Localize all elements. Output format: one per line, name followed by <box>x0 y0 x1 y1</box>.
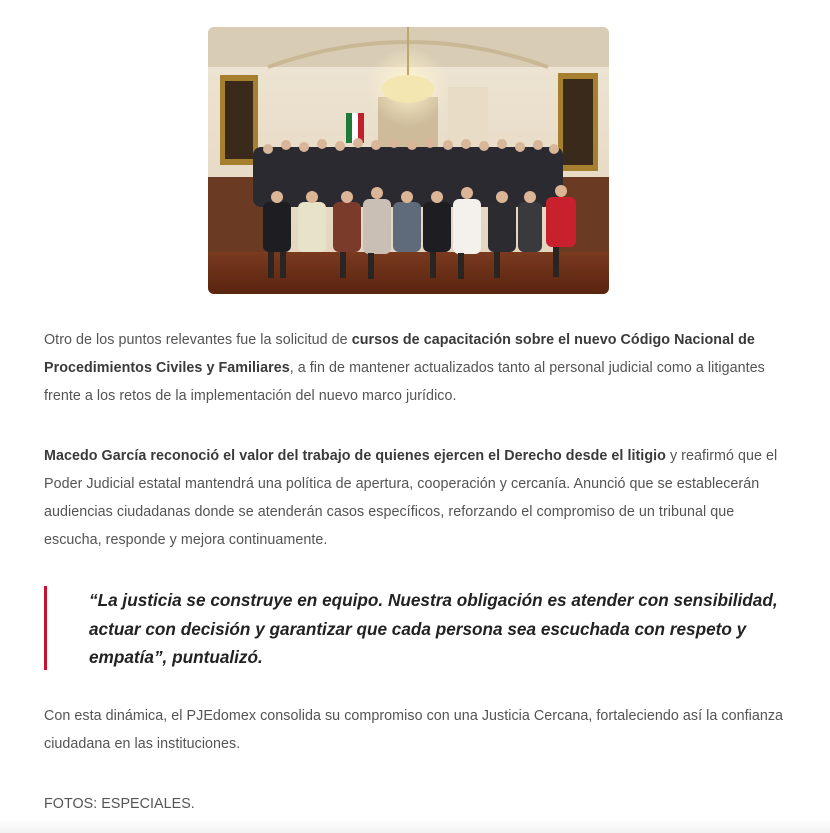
pull-quote-text: “La justicia se construye en equipo. Nuestra obligación es atender con sensibilidad, actuar con decisión y garantizar que cada persona sea escuchada con respeto y empatía”, puntualizó. <box>89 590 778 667</box>
paragraph-1-lead: Otro de los puntos relevantes fue la solicitud de <box>44 332 352 348</box>
paragraph-training-courses <box>44 326 784 410</box>
bottom-fade <box>0 818 830 833</box>
group-photo-image <box>208 27 609 294</box>
article-photo <box>208 27 609 294</box>
paragraph-pjedomex: Con esta dinámica, el PJEdomex consolida su compromiso con una Justicia Cercana, fortaleciendo así la confianza ciudadana en las instituciones. <box>44 708 784 752</box>
paragraph-1-rest: , a fin de mantener actualizados tanto al personal judicial como a litigantes frente a los retos de la implementación del nuevo marco jurídico. <box>44 360 765 404</box>
paragraph-macedo-garcia <box>44 442 784 554</box>
photo-credits: FOTOS: ESPECIALES. <box>44 796 195 812</box>
pull-quote <box>44 586 787 670</box>
paragraph-1-bold: cursos de capacitación sobre el nuevo Código Nacional de Procedimientos Civiles y Familiares <box>44 332 755 376</box>
paragraph-2-rest: y reafirmó que el Poder Judicial estatal mantendrá una política de apertura, cooperación y cercanía. Anunció que se establecerán audiencias ciudadanas donde se atenderán casos específicos, reforzando el compromiso de un tribunal que escucha, responde y mejora continuamente. <box>44 448 778 548</box>
paragraph-2-bold: Macedo García reconoció el valor del trabajo de quienes ejercen el Derecho desde el litigio <box>44 448 666 464</box>
